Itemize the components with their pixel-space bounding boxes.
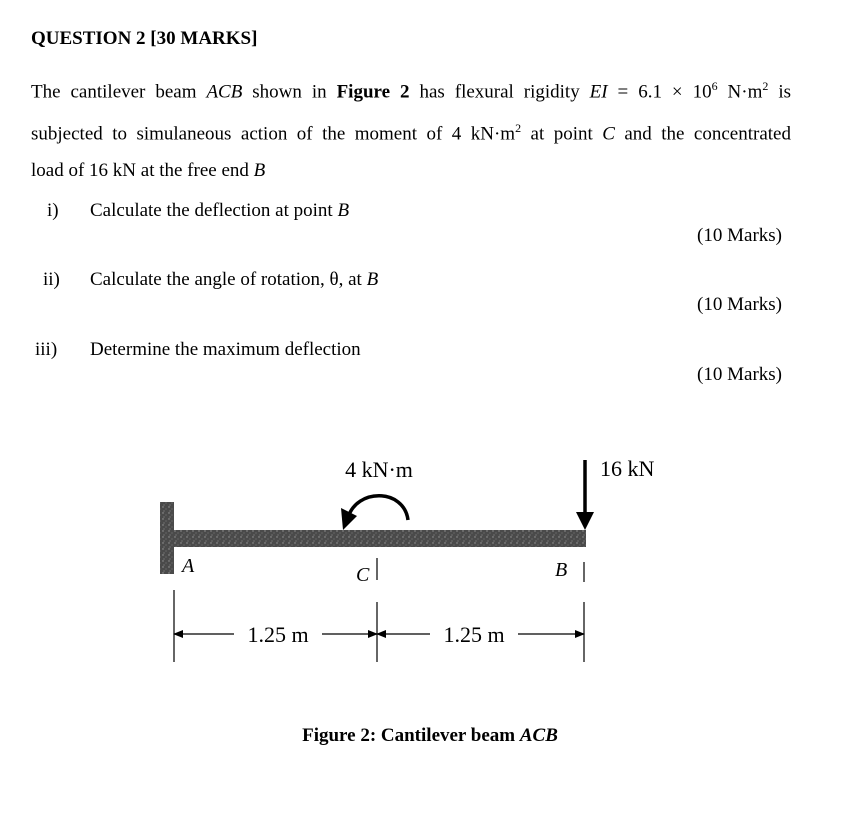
dimension-label-2: 1.25 m xyxy=(443,622,505,647)
point-c-label: C xyxy=(356,564,370,586)
part-text: Calculate the deflection at point B xyxy=(90,200,350,221)
part-marks: (10 Marks) xyxy=(697,294,782,315)
statement-line-2: subjected to simulaneous action of the moment of 4 $kN\cdot m^2$ at point C and the concentrated xyxy=(31,121,791,145)
beam-figure xyxy=(0,440,850,700)
part-number: i) xyxy=(47,200,59,221)
dimension-label-1: 1.25 m xyxy=(247,622,309,647)
part-marks: (10 Marks) xyxy=(697,225,782,246)
fixed-support xyxy=(160,502,174,574)
part-number: iii) xyxy=(35,339,58,360)
part-marks: (10 Marks) xyxy=(697,364,782,385)
figure-reference: Figure 2 xyxy=(336,81,410,103)
figure-caption: Figure 2: Cantilever beam ACB xyxy=(302,725,558,746)
question-title: QUESTION 2 [30 MARKS] xyxy=(31,28,258,49)
part-number: ii) xyxy=(43,269,60,290)
load-arrowhead xyxy=(576,512,594,530)
part-text: Determine the maximum deflection xyxy=(90,339,361,360)
beam xyxy=(174,530,586,547)
statement-line-1: The cantilever beam ACB shown in Figure 2 has flexural rigidity EI = $6.1 \times 10^6$ $N\cdot m^2$ is xyxy=(31,79,791,103)
problem-statement xyxy=(31,68,791,189)
statement-line-3: load of 16 kN at the free end B xyxy=(31,159,266,181)
point-a-label: A xyxy=(182,555,195,577)
moment-arrow xyxy=(348,496,408,520)
part-text: Calculate the angle of rotation, θ, at B xyxy=(90,269,379,290)
moment-label: 4 kN·m xyxy=(345,457,413,482)
load-label: 16 kN xyxy=(600,456,655,481)
point-b-label: B xyxy=(555,559,568,581)
